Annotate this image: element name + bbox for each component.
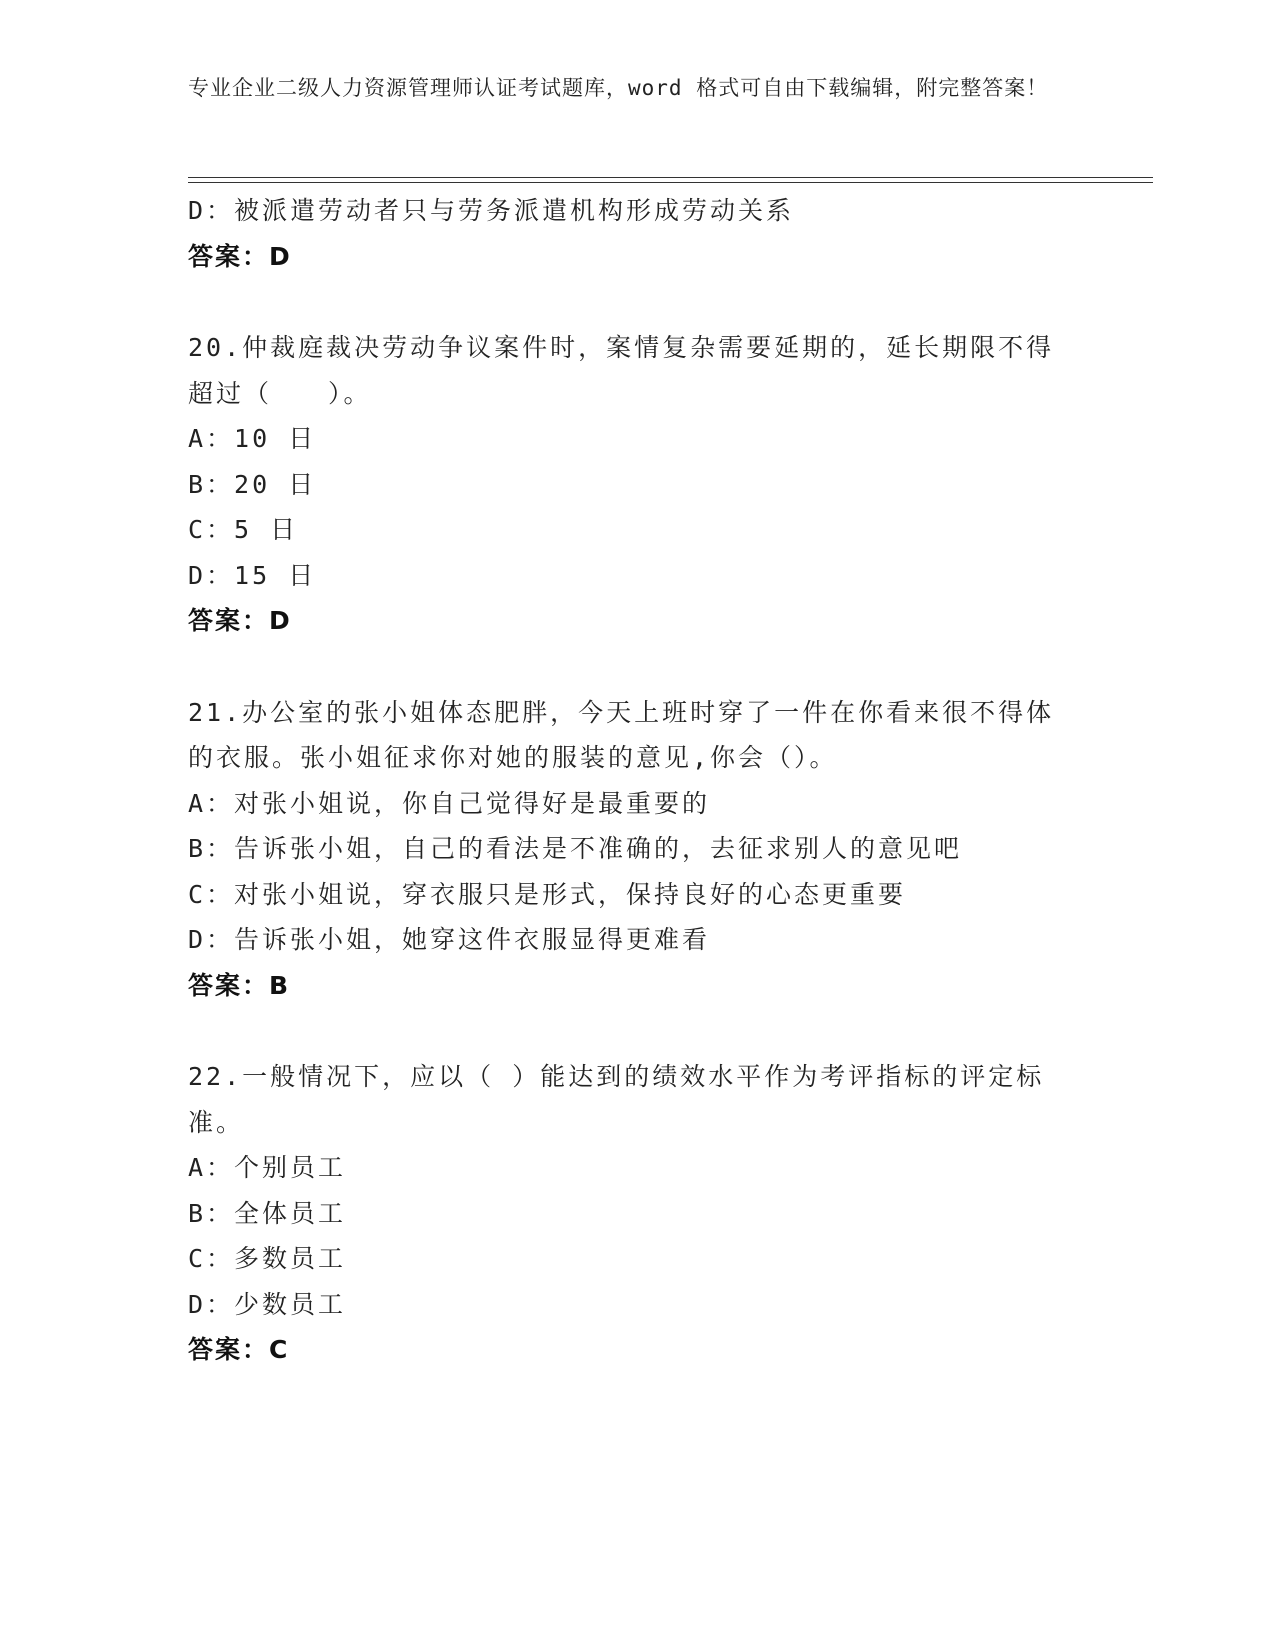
answer-line: 答案：D bbox=[188, 606, 292, 635]
option-d: D：15 日 bbox=[188, 560, 317, 590]
question-19-fragment bbox=[188, 188, 1088, 279]
question-20 bbox=[188, 325, 1088, 644]
option-a: A：对张小姐说，你自己觉得好是最重要的 bbox=[188, 788, 711, 818]
question-stem: 21.办公室的张小姐体态肥胖，今天上班时穿了一件在你看来很不得体的衣服。张小姐征求你对她的服装的意见,你会（）。 bbox=[188, 697, 1055, 772]
option-b: B：告诉张小姐，自己的看法是不准确的，去征求别人的意见吧 bbox=[188, 834, 963, 863]
option-d: D：告诉张小姐，她穿这件衣服显得更难看 bbox=[188, 925, 711, 954]
page-header: 专业企业二级人力资源管理师认证考试题库，word 格式可自由下载编辑，附完整答案！ bbox=[188, 76, 1049, 100]
question-stem: 20.仲裁庭裁决劳动争议案件时，案情复杂需要延期的，延长期限不得超过（ ）。 bbox=[188, 333, 1055, 408]
header-rule-top bbox=[188, 177, 1153, 178]
question-21 bbox=[188, 690, 1088, 1009]
answer-line: 答案：D bbox=[188, 241, 292, 271]
header-rule-bottom bbox=[188, 182, 1153, 183]
option-c: C：5 日 bbox=[188, 515, 299, 544]
answer-line: 答案：C bbox=[188, 1335, 290, 1364]
option-c: C：多数员工 bbox=[188, 1244, 347, 1273]
question-stem: 22.一般情况下，应以（ ）能达到的绩效水平作为考评指标的评定标准。 bbox=[188, 1062, 1045, 1137]
answer-line: 答案：B bbox=[188, 970, 291, 1000]
question-content bbox=[188, 188, 1088, 1373]
option-b: B：全体员工 bbox=[188, 1198, 347, 1228]
option-d: D：被派遣劳动者只与劳务派遣机构形成劳动关系 bbox=[188, 196, 795, 225]
option-a: A：10 日 bbox=[188, 424, 317, 453]
option-a: A：个别员工 bbox=[188, 1153, 347, 1182]
question-22 bbox=[188, 1054, 1088, 1373]
option-c: C：对张小姐说，穿衣服只是形式，保持良好的心态更重要 bbox=[188, 879, 907, 909]
option-b: B：20 日 bbox=[188, 469, 317, 499]
option-d: D：少数员工 bbox=[188, 1289, 347, 1319]
